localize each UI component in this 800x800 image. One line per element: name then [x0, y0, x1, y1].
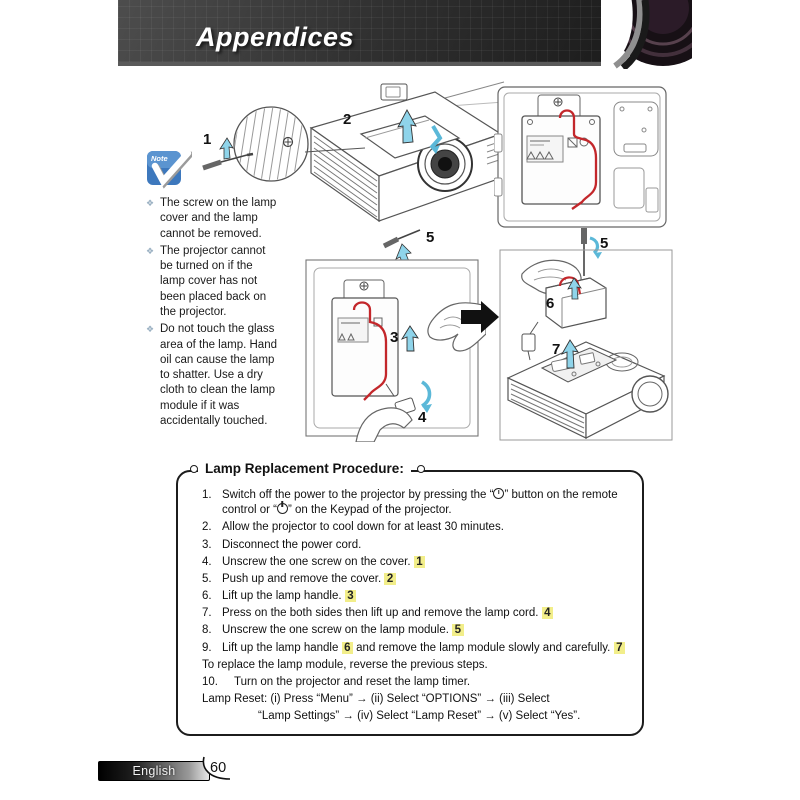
procedure-step [202, 641, 628, 656]
procedure-step [202, 488, 628, 518]
step-ref-badge: 3 [345, 590, 356, 602]
figure-label-1: 1 [203, 131, 212, 148]
step-number: 4. [202, 555, 212, 568]
step-text: Push up and remove the cover. 2 [222, 572, 628, 587]
title-left-circle-icon [190, 465, 198, 473]
note-text: The screw on the lamp cover and the lamp cannot be removed. [160, 197, 277, 240]
procedure-step [202, 675, 628, 690]
note-text: The projector cannot be turned on if the lamp cover has not been placed back on the projector. [160, 244, 267, 318]
figure-label-5b: 5 [600, 235, 609, 252]
power-keypad-icon [277, 503, 288, 514]
step-text: Unscrew the one screw on the lamp module. 5 [222, 623, 628, 638]
step-number: 3. [202, 538, 212, 551]
step-ref-badge: 4 [542, 607, 553, 619]
figure-lamp-compartment [494, 82, 672, 232]
procedure-step [202, 520, 628, 535]
figure-label-7: 7 [552, 341, 561, 358]
figure-label-3: 3 [390, 329, 399, 346]
note-item [146, 244, 278, 320]
step-number: 9. [202, 641, 212, 654]
step-ref-badge: 2 [384, 573, 395, 585]
lens-photo-art [601, 0, 692, 69]
procedure-step [202, 572, 628, 587]
diamond-bullet-icon: ❖ [146, 324, 155, 335]
projector-lens-photo [601, 0, 692, 69]
procedure-title: Lamp Replacement Procedure: [198, 461, 411, 476]
step-ref-badge: 1 [414, 556, 425, 568]
figure-label-2: 2 [343, 111, 352, 128]
page-number-curl [190, 755, 260, 785]
step-number: 7. [202, 607, 212, 620]
step-text: Switch off the power to the projector by pressing the “ ” button on the remote control or “ ” on the Keypad of the projector. [222, 489, 618, 517]
step-text: Allow the projector to cool down for at least 30 minutes. [222, 521, 504, 534]
figure-label-4: 4 [418, 409, 427, 426]
note-text: Do not touch the glass area of the lamp. Hand oil can cause the lamp to shatter. Use a dry cloth to clean the lamp module if it was accidentally touched. [160, 323, 277, 427]
page-title: Appendices [196, 22, 355, 52]
step-number: 6. [202, 590, 212, 603]
step-text: Disconnect the power cord. [222, 538, 362, 551]
lamp-replacement-procedure-box [176, 461, 644, 736]
figure-label-5a: 5 [426, 229, 435, 246]
page-number: 60 [210, 760, 227, 776]
figure-module-removal [494, 228, 676, 442]
procedure-step [202, 555, 628, 570]
note-icon-label: Note [151, 154, 168, 163]
procedure-step [202, 606, 628, 621]
procedure-step [202, 589, 628, 604]
procedure-step [202, 709, 628, 724]
power-remote-icon [493, 488, 504, 499]
procedure-step [202, 692, 628, 707]
step-number: 1. [202, 489, 212, 501]
step-ref-badge: 6 [342, 642, 353, 654]
step-text: Turn on the projector and reset the lamp timer. [234, 675, 471, 688]
step-number: 10. [202, 675, 218, 688]
note-icon [146, 148, 192, 194]
step-text: Press on the both sides then lift up and remove the lamp cord. 4 [222, 606, 628, 621]
step-ref-badge: 7 [614, 642, 625, 654]
procedure-step [202, 623, 628, 638]
step-text: To replace the lamp module, reverse the previous steps. [202, 658, 488, 671]
procedure-step [202, 658, 628, 673]
diamond-bullet-icon: ❖ [146, 198, 155, 208]
note-item [146, 322, 278, 429]
procedure-step [202, 538, 628, 553]
page-footer [98, 755, 278, 785]
step-ref-badge: 5 [452, 624, 463, 636]
figure-cover-removal [193, 76, 505, 241]
language-label: English [132, 764, 176, 778]
title-right-circle-icon [417, 465, 425, 473]
step-number: 5. [202, 572, 212, 585]
step-text: Lamp Reset: (i) Press “Menu” → (ii) Select “OPTIONS” → (iii) Select [202, 693, 550, 706]
figure-label-6: 6 [546, 295, 555, 312]
step-text: Unscrew the one screw on the cover. 1 [222, 555, 628, 570]
step-number: 2. [202, 521, 212, 534]
step-text: Lift up the lamp handle 6 and remove the lamp module slowly and carefully. 7 [222, 641, 628, 656]
figure-handle-and-cord [298, 224, 486, 442]
procedure-title-row [190, 461, 616, 476]
procedure-steps [202, 488, 628, 724]
step-text: “Lamp Settings” → (iv) Select “Lamp Reset” → (v) Select “Yes”. [258, 710, 581, 723]
diamond-bullet-icon: ❖ [146, 245, 155, 256]
step-text: Lift up the lamp handle. 3 [222, 589, 628, 604]
step-number: 8. [202, 624, 212, 637]
